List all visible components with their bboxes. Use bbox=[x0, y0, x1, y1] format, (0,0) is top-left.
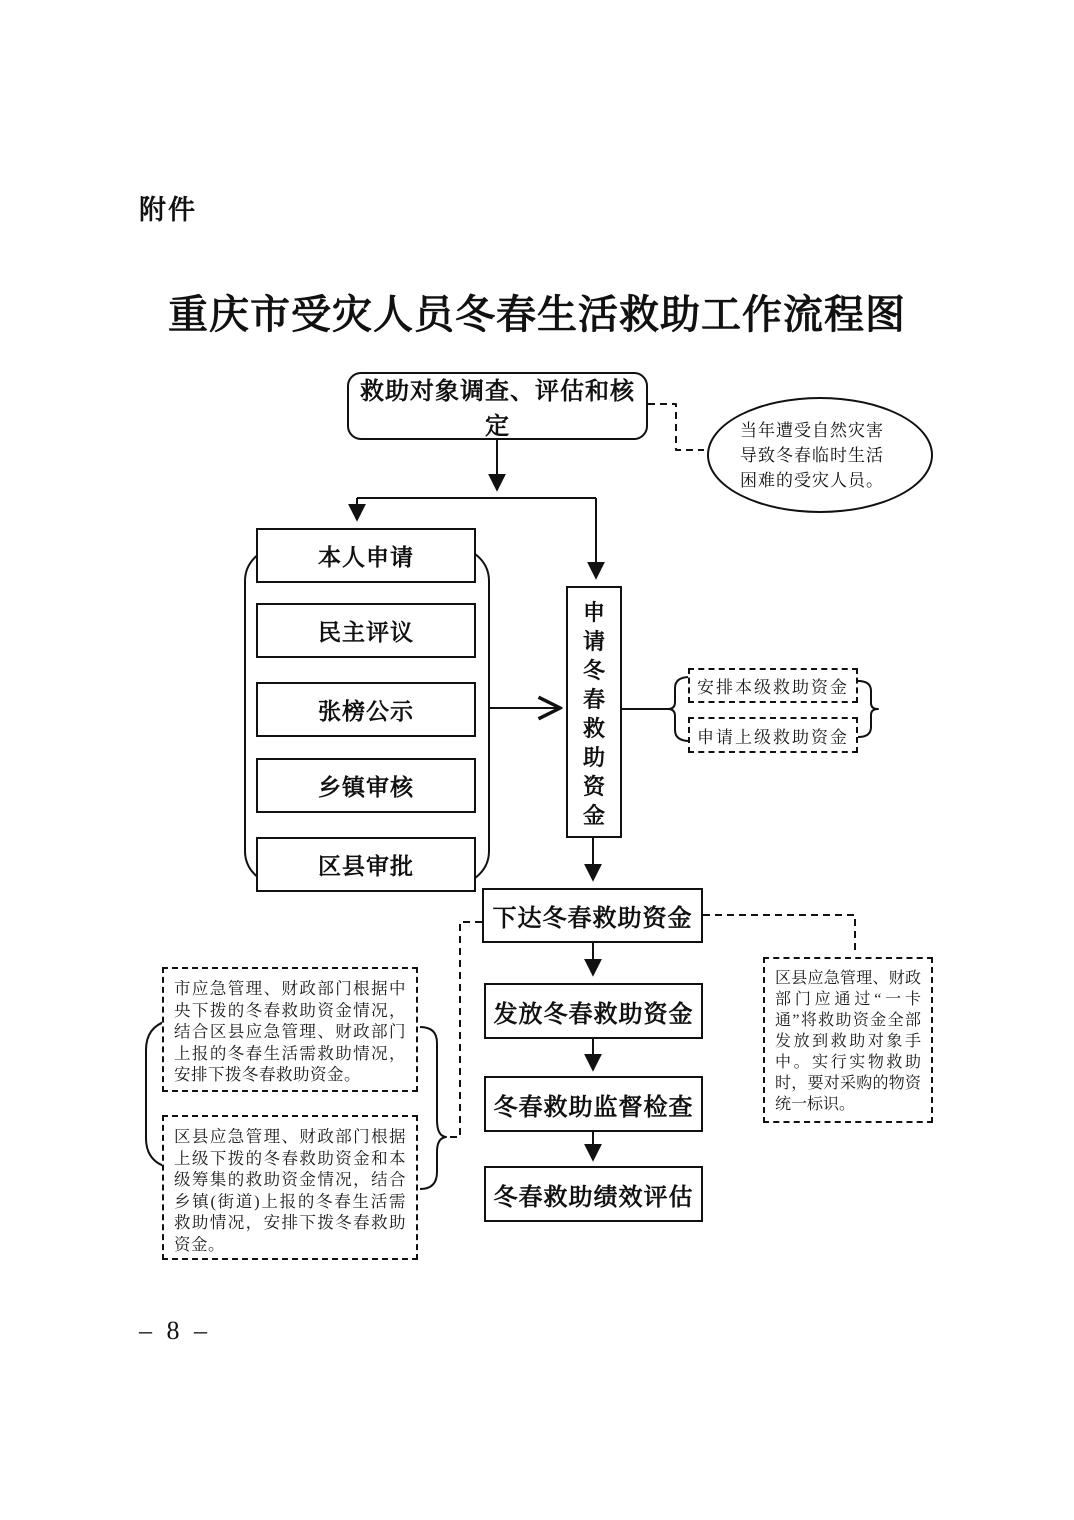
node-public-posting-label: 张榜公示 bbox=[318, 698, 414, 724]
note-arrange-own-level-funds bbox=[688, 668, 858, 703]
connector-allocate-to-left-notes bbox=[445, 922, 482, 1137]
node-survey-assess-verify-label: 救助对象调查、评估和核定 bbox=[360, 378, 635, 440]
note-one-card-distribution-text: 区县应急管理、财政部门应通过“一卡通”将救助资金全部发放到救助对象手中。实行实物救助时，要对采购的物资统一标识。 bbox=[775, 970, 921, 1113]
eligibility-callout-text: 当年遭受自然灾害导致冬春临时生活困难的受灾人员。 bbox=[740, 420, 884, 490]
node-public-posting bbox=[256, 682, 476, 737]
node-performance-evaluation-label: 冬春救助绩效评估 bbox=[493, 1183, 694, 1211]
node-allocate-funds bbox=[482, 888, 703, 943]
note-county-allocation bbox=[162, 1115, 418, 1260]
note-apply-higher-level-funds bbox=[688, 717, 858, 753]
node-apply-winter-spring-funds bbox=[566, 586, 622, 838]
node-county-approval bbox=[256, 837, 476, 892]
note-county-allocation-text: 区县应急管理、财政部门根据上级下拨的冬春救助资金和本级筹集的救助资金情况，结合乡镇(街道)上报的冬春生活需救助情况，安排下拨冬春救助资金。 bbox=[174, 1127, 406, 1254]
node-distribute-funds-label: 发放冬春救助资金 bbox=[493, 1000, 694, 1028]
eligibility-callout bbox=[707, 397, 933, 513]
node-personal-application bbox=[256, 528, 476, 583]
note-apply-higher-level-funds-label: 申请上级救助资金 bbox=[697, 727, 849, 747]
node-township-review bbox=[256, 758, 476, 813]
connector-allocate-to-card-note bbox=[703, 915, 855, 953]
node-apply-winter-spring-funds-label: 申请冬春救助资金 bbox=[582, 600, 605, 828]
node-survey-assess-verify bbox=[347, 372, 648, 440]
node-allocate-funds-label: 下达冬春救助资金 bbox=[492, 905, 693, 932]
left-brace-funding-options bbox=[668, 677, 690, 741]
node-township-review-label: 乡镇审核 bbox=[318, 774, 414, 800]
note-one-card-distribution bbox=[763, 957, 933, 1123]
right-brace-allocation-notes bbox=[420, 1027, 446, 1189]
right-brace-funding-options bbox=[858, 681, 878, 737]
node-personal-application-label: 本人申请 bbox=[318, 544, 414, 570]
note-arrange-own-level-funds-label: 安排本级救助资金 bbox=[697, 678, 849, 697]
node-democratic-review-label: 民主评议 bbox=[318, 619, 414, 645]
node-distribute-funds bbox=[484, 983, 703, 1039]
attachment-label: 附件 bbox=[139, 195, 197, 225]
note-city-allocation bbox=[162, 967, 418, 1092]
node-democratic-review bbox=[256, 603, 476, 658]
node-supervision-check bbox=[484, 1076, 703, 1132]
connector-survey-to-eligibility-note bbox=[648, 404, 704, 450]
page-number: – 8 – bbox=[139, 1316, 211, 1345]
node-supervision-check-label: 冬春救助监督检查 bbox=[493, 1093, 694, 1121]
page-title: 重庆市受灾人员冬春生活救助工作流程图 bbox=[168, 292, 906, 337]
node-performance-evaluation bbox=[484, 1166, 703, 1222]
node-county-approval-label: 区县审批 bbox=[318, 853, 414, 879]
note-city-allocation-text: 市应急管理、财政部门根据中央下拨的冬春救助资金情况，结合区县应急管理、财政部门上报的冬春生活需救助情况，安排下拨冬春救助资金。 bbox=[174, 979, 406, 1084]
